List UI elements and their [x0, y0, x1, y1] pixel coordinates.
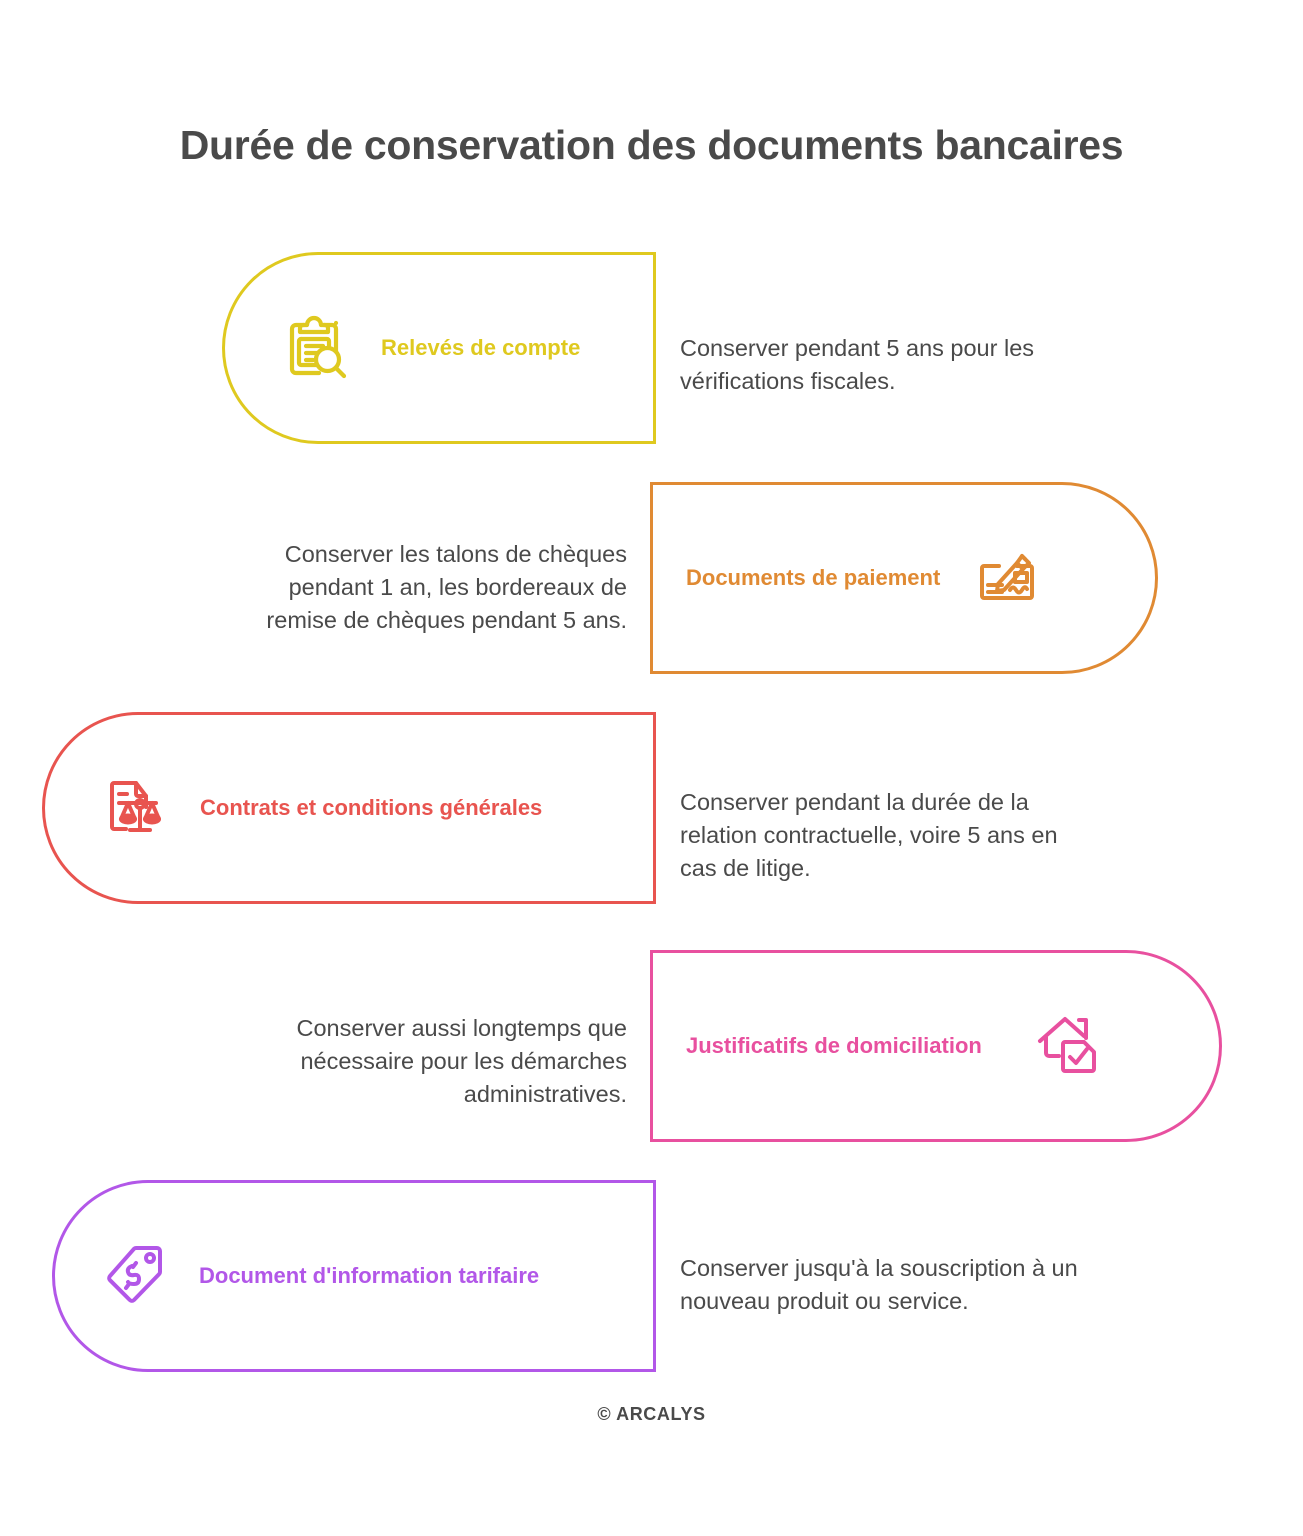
row-justificatifs-domiciliation: [0, 950, 1303, 1150]
row-releves-de-compte: [0, 252, 1303, 452]
price-tag-icon: [99, 1237, 173, 1316]
cheque-pen-icon: [970, 539, 1044, 618]
pill-releves-de-compte[interactable]: [222, 252, 656, 444]
pill-document-information-tarifaire[interactable]: [52, 1180, 656, 1372]
description-releves-de-compte: Conserver pendant 5 ans pour les vérifications fiscales.: [680, 334, 1035, 394]
contract-scales-icon: [98, 769, 172, 848]
clipboard-search-icon: [277, 309, 351, 388]
footer-credit: © ARCALYS: [597, 1404, 706, 1424]
description-documents-de-paiement: Conserver les talons de chèques pendant 1 an, les bordereaux de remise de chèques pendant 5 ans.: [266, 540, 627, 634]
pill-documents-de-paiement[interactable]: [650, 482, 1158, 674]
row-contrats-conditions-generales: [0, 712, 1303, 912]
page-title: Durée de conservation des documents bancaires: [179, 122, 1124, 169]
row-documents-de-paiement: [0, 482, 1303, 682]
pill-label: Documents de paiement: [686, 564, 941, 590]
description-document-information-tarifaire: Conserver jusqu'à la souscription à un nouveau produit ou service.: [680, 1254, 1078, 1314]
pill-label: Contrats et conditions générales: [200, 794, 543, 820]
pill-label: Relevés de compte: [381, 334, 581, 360]
description-contrats-conditions-generales: Conserver pendant la durée de la relation contractuelle, voire 5 ans en cas de litige.: [680, 788, 1058, 882]
row-document-information-tarifaire: [0, 1180, 1303, 1380]
pill-label: Justificatifs de domiciliation: [686, 1032, 982, 1058]
house-check-document-icon: [1032, 1007, 1106, 1086]
pill-justificatifs-domiciliation[interactable]: [650, 950, 1222, 1142]
pill-contrats-conditions-generales[interactable]: [42, 712, 656, 904]
description-justificatifs-domiciliation: Conserver aussi longtemps que nécessaire pour les démarches administratives.: [296, 1014, 627, 1108]
pill-label: Document d'information tarifaire: [199, 1262, 540, 1288]
